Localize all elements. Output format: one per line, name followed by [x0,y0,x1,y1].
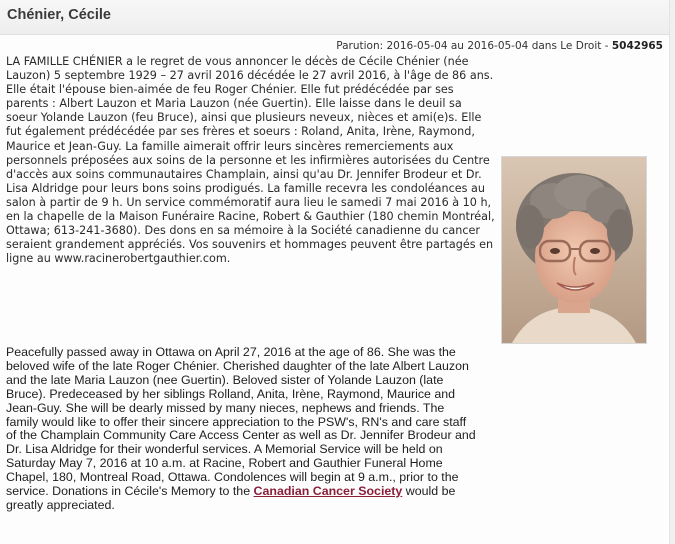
parution-label: Parution: [336,40,384,52]
portrait-illustration [502,157,646,343]
parution-publication: Le Droit [560,40,602,52]
parution-id: 5042965 [611,40,663,52]
english-text-tail: would be greatly appreciated. [6,484,456,512]
parution-line [336,40,663,52]
deceased-name: Chénier, Cécile [7,7,111,23]
parution-dash: - [604,40,609,52]
portrait-photo [501,156,647,344]
title-bar [0,0,670,35]
french-obituary-text: LA FAMILLE CHÉNIER a le regret de vous annoncer le décès de Cécile Chénier (née Lauzon) 5 septembre 1929 – 27 avril 2016 décédée le 27 avril 2016, à l'âge de 86 ans. Elle était l'épouse bien-aimée de feu Roger Chénier. Elle fut prédécédée par ses parents : Albert Lauzon et Maria Lauzon (née Guertin). Elle laisse dans le deuil sa soeur Yolande Lauzon (feu Bruce), ainsi que plusieurs neveux, nièces et ami(e)s. Elle fut également prédécédée par ses frères et soeurs : Roland, Anita, Irène, Raymond, Maurice et Jean-Guy. La famille aimerait offrir leurs sincères remerciements aux personnels préposées aux soins de la personne et les infirmières autorisées du Centre d'accès aux soins communautaires Champlain, ainsi qu'au Dr. Jennifer Brodeur et Dr. Lisa Aldridge pour leurs bons soins prodigués. La famille recevra les condoléances au salon à partir de 9 h. Un service commémoratif aura lieu le samedi 7 mai 2016 à 10 h, en la chapelle de la Maison Funéraire Racine, Robert & Gauthier (180 chemin Montréal, Ottawa; 613-241-3680). Des dons en sa mémoire à la Société canadienne du cancer seraient grandement appréciés. Vos souvenirs et hommages peuvent être partagés en ligne au www.racinerobertgauthier.com. [6,55,495,266]
english-obituary-text [6,346,476,513]
parution-au: au [450,40,464,52]
canadian-cancer-society-link[interactable]: Canadian Cancer Society [253,484,403,499]
english-text-body: Peacefully passed away in Ottawa on April 27, 2016 at the age of 86. She was the beloved wife of the late Roger Chénier. Cherished daughter of the late Albert Lauzon and the late Maria Lauzon (nee Guertin). Beloved sister of Yolande Lauzon (late Bruce). Predeceased by her siblings Rolland, Anita, Irène, Raymond, Maurice and Jean-Guy. She will be dearly missed by many nieces, nephews and friends. The family would like to offer their sincere appreciation to the PSW's, RN's and care staff of the Champlain Community Care Access Center as well as Dr. Jennifer Brodeur and Dr. Lisa Aldridge for their wonderful services. A Memorial Service will be held on Saturday May 7, 2016 at 10 a.m. at Racine, Robert and Gauthier Funeral Home Chapel, 180, Montreal Road, Ottawa. Condolences will begin at 9 a.m., prior to the service. Donations in Cécile's Memory to the [6,345,476,499]
parution-date-to: 2016-05-04 [467,40,529,52]
parution-date-from: 2016-05-04 [386,40,448,52]
parution-dans: dans [531,40,557,52]
page-right-edge [669,0,675,544]
